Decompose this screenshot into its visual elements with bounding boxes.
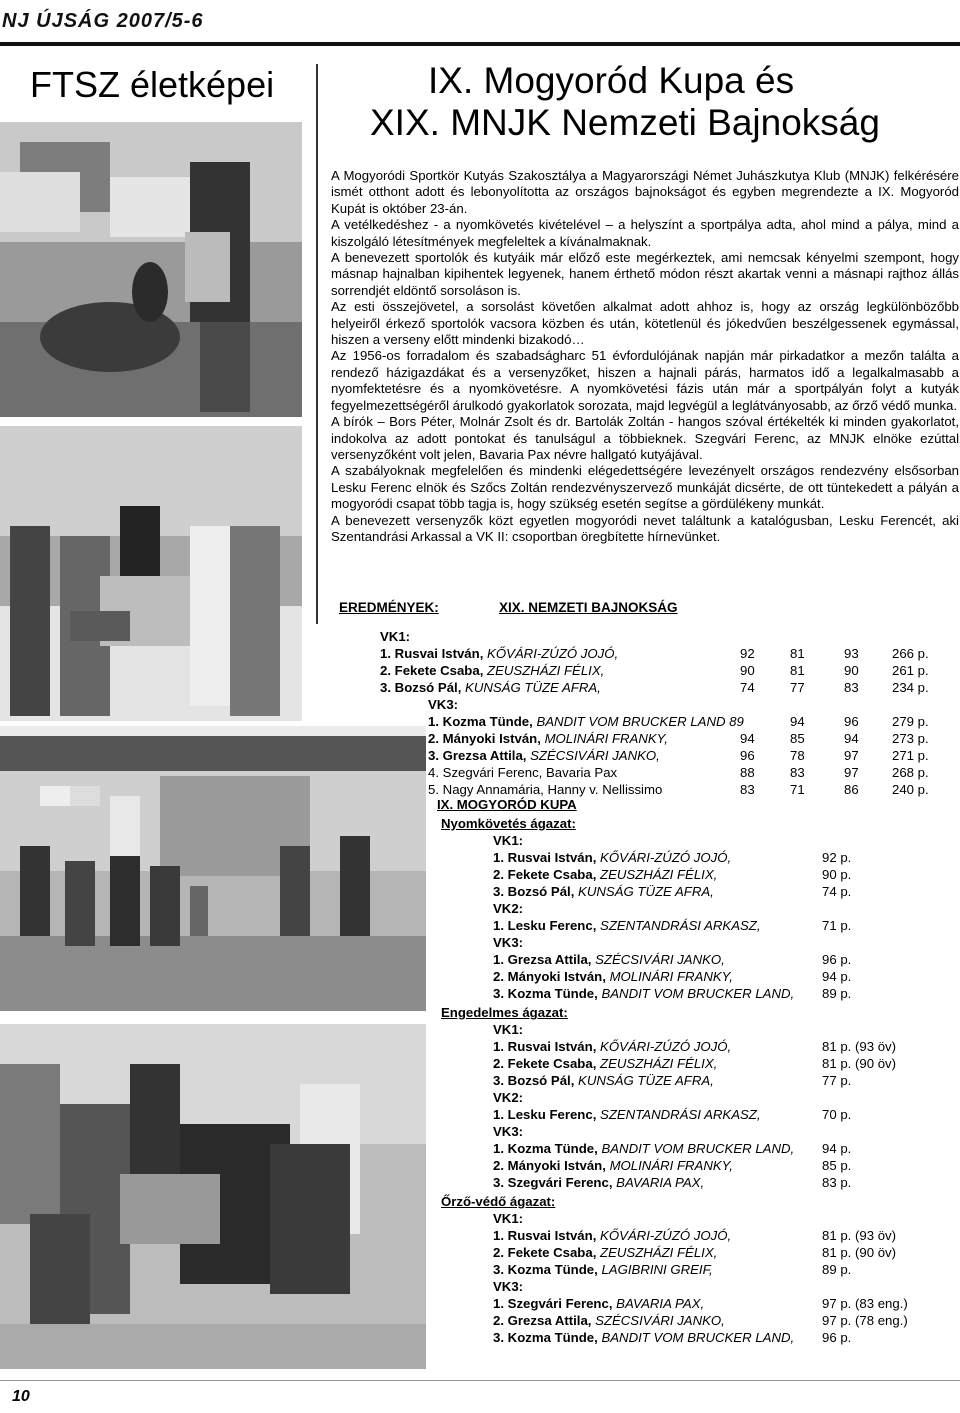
dog-name: BANDIT VOM BRUCKER LAND, (601, 1141, 795, 1156)
competitor-name: Kozma Tünde, (507, 986, 598, 1001)
dog-name: KUNSÁG TÜZE AFRA, (465, 680, 601, 695)
class-label: VK1: (493, 1022, 524, 1037)
dog-name: BANDIT VOM BRUCKER LAND 89 (536, 714, 744, 729)
competitor-name: Rusvai István, (394, 646, 484, 661)
competitor-name: Kozma Tünde, (507, 1262, 598, 1277)
competitor-name: Fekete Csaba, (507, 1056, 597, 1071)
article-paragraph: A bírók – Bors Péter, Molnár Zsolt és dr. Bartolák Zoltán - hangos szóval értékelték ki minden gyakorlatot, indokolva az adott pontokat és tanulságul a többieknek. Szegvári Ferenc, az MNJK elnöke ezúttal versenyzőként volt jelen, Bavaria Pax névre hallgató kutyájával. (331, 414, 959, 462)
score-c: 93 (844, 646, 859, 661)
score-b: 81 (790, 646, 805, 661)
result-row (380, 764, 950, 781)
result-row (437, 1106, 957, 1123)
place: 1. (380, 646, 391, 661)
competitor-name: Fekete Csaba, (507, 1245, 597, 1260)
place: 1. (493, 1228, 504, 1243)
score: 97 p. (78 eng.) (822, 1313, 908, 1328)
competitor-line (493, 951, 725, 968)
competitor-line (380, 662, 604, 679)
article-title-line2: XIX. MNJK Nemzeti Bajnokság (370, 102, 880, 143)
score: 94 p. (822, 969, 852, 984)
competitor-line (493, 1329, 794, 1346)
masthead (0, 0, 960, 48)
result-row (437, 1312, 957, 1329)
competitor-line (493, 1174, 704, 1191)
place: 1. (428, 714, 439, 729)
competitor-name: Grezsa Attila, (507, 952, 592, 967)
dog-name: SZENTANDRÁSI ARKASZ, (600, 918, 761, 933)
competitor-line (428, 764, 617, 781)
competitor-name: Szegvári Ferenc, (507, 1175, 613, 1190)
competitor-name: Bozsó Pál, (394, 680, 462, 695)
score: 89 p. (822, 1262, 852, 1277)
result-row (437, 1227, 957, 1244)
dog-name: KŐVÁRI-ZÚZÓ JOJÓ, (487, 646, 619, 661)
place: 1. (493, 952, 504, 967)
dog-name: KŐVÁRI-ZÚZÓ JOJÓ, (600, 850, 732, 865)
result-row (380, 730, 950, 747)
competitor-name: Mányoki István, (507, 1158, 606, 1173)
dog-name: BANDIT VOM BRUCKER LAND, (601, 1330, 795, 1345)
score: 83 p. (822, 1175, 852, 1190)
score-b: 83 (790, 765, 805, 780)
competitor-name: Kozma Tünde, (507, 1141, 598, 1156)
branch-title: Nyomkövetés ágazat: (441, 816, 576, 831)
place: 3. (493, 1175, 504, 1190)
dog-name: ZEUSZHÁZI FÉLIX, (487, 663, 605, 678)
dog-name: BANDIT VOM BRUCKER LAND, (601, 986, 795, 1001)
competitor-line (493, 1261, 713, 1278)
score-a: 74 (740, 680, 755, 695)
competitor-name: Fekete Csaba, (507, 867, 597, 882)
column-divider (316, 64, 318, 624)
result-row (437, 1072, 957, 1089)
result-row (380, 662, 950, 679)
article-title-line1: IX. Mogyoród Kupa és (428, 60, 795, 101)
score-c: 83 (844, 680, 859, 695)
score-b: 94 (790, 714, 805, 729)
competitor-line (493, 1157, 733, 1174)
competitor-line (493, 1295, 704, 1312)
article-title (370, 60, 940, 144)
dog-name: SZENTANDRÁSI ARKASZ, (600, 1107, 761, 1122)
score-t: 234 p. (892, 680, 929, 695)
dog-name: SZÉCSIVÁRI JANKO, (530, 748, 660, 763)
score: 81 p. (90 öv) (822, 1245, 897, 1260)
competitor-name: Grezsa Attila, (507, 1313, 592, 1328)
dog-name: KUNSÁG TÜZE AFRA, (578, 884, 714, 899)
dog-name: LAGIBRINI GREIF, (601, 1262, 713, 1277)
score-c: 90 (844, 663, 859, 678)
result-row (437, 1174, 957, 1191)
mk-title: IX. MOGYORÓD KUPA (437, 797, 577, 812)
nb-title: XIX. NEMZETI BAJNOKSÁG (499, 600, 678, 615)
dog-name: BAVARIA PAX, (616, 1175, 705, 1190)
competitor-name: Lesku Ferenc, (507, 918, 597, 933)
place: 1. (493, 1039, 504, 1054)
class-label: VK3: (493, 935, 524, 950)
place: 1. (493, 1141, 504, 1156)
score-c: 94 (844, 731, 859, 746)
score-t: 279 p. (892, 714, 929, 729)
article-paragraph: A vetélkedéshez - a nyomkövetés kivételével – a helyszínt a sportpálya adta, ahol mind a pálya, mind a kiszolgáló létesítmények megfeleltek a kívánalmaknak. (331, 217, 959, 249)
score: 81 p. (90 öv) (822, 1056, 897, 1071)
score: 97 p. (83 eng.) (822, 1296, 908, 1311)
result-row (437, 985, 957, 1002)
dog-name: BAVARIA PAX, (616, 1296, 705, 1311)
score-c: 97 (844, 765, 859, 780)
competitor-line (493, 1227, 731, 1244)
vk1-label: VK1: (380, 629, 411, 644)
place: 2. (493, 1158, 504, 1173)
place: 1. (493, 918, 504, 933)
score-a: 96 (740, 748, 755, 763)
place: 1. (493, 1296, 504, 1311)
place: 5. (428, 782, 439, 797)
class-label: VK2: (493, 1090, 524, 1105)
dog-name: SZÉCSIVÁRI JANKO, (595, 952, 725, 967)
place: 2. (493, 1245, 504, 1260)
result-row (437, 1157, 957, 1174)
score-a: 90 (740, 663, 755, 678)
competitor-line (493, 1072, 714, 1089)
score: 77 p. (822, 1073, 852, 1088)
results-header (331, 600, 959, 616)
score: 81 p. (93 öv) (822, 1039, 897, 1054)
competitor-line (493, 1312, 725, 1329)
place: 2. (493, 1056, 504, 1071)
place: 3. (493, 1262, 504, 1277)
score-t: 271 p. (892, 748, 929, 763)
competitor-name: Lesku Ferenc, (507, 1107, 597, 1122)
score: 89 p. (822, 986, 852, 1001)
publication-title: NJ ÚJSÁG 2007/5-6 (2, 10, 204, 32)
dog-name: KUNSÁG TÜZE AFRA, (578, 1073, 714, 1088)
nb-results (380, 628, 950, 798)
competitor-line (428, 747, 660, 764)
dog-name: ZEUSZHÁZI FÉLIX, (600, 1245, 718, 1260)
result-row (437, 1055, 957, 1072)
result-row (437, 883, 957, 900)
result-row (437, 917, 957, 934)
competitor-name: Kozma Tünde, (507, 1330, 598, 1345)
result-row (437, 951, 957, 968)
competitor-line (380, 679, 601, 696)
place: 3. (493, 1330, 504, 1345)
place: 3. (493, 986, 504, 1001)
competitor-line (493, 883, 714, 900)
score-t: 268 p. (892, 765, 929, 780)
competitor-line (493, 1244, 717, 1261)
score: 71 p. (822, 918, 852, 933)
result-row (437, 1329, 957, 1346)
competitor-name: Fekete Csaba, (394, 663, 484, 678)
article-paragraph: Az esti összejövetel, a sorsolást követően alkalmat adott ahhoz is, hogy az ország legkülönbözőbb helyeiről érkező sportolók vacsora közben és után, kötetlenül és jókedvűen beszélgessenek egymással, hiszen a verseny előtt mindenki bizakodó… (331, 299, 959, 348)
competitor-name: Szegvári Ferenc, (507, 1296, 613, 1311)
branch-title: Engedelmes ágazat: (441, 1005, 568, 1020)
place: 2. (493, 1313, 504, 1328)
score: 92 p. (822, 850, 852, 865)
result-row (437, 866, 957, 883)
dog-name: KŐVÁRI-ZÚZÓ JOJÓ, (600, 1039, 732, 1054)
article-paragraph: A benevezett versenyzők közt egyetlen mogyoródi nevet találtunk a katalógusban, Lesku Ferencét, aki Szentandrási Arkassal a VK II: csoportban öregbítette hírnevünket. (331, 512, 959, 544)
competitor-name: Grezsa Attila, (442, 748, 527, 763)
competitor-name: Szegvári Ferenc, Bavaria Pax (442, 765, 618, 780)
place: 3. (493, 884, 504, 899)
place: 1. (493, 1107, 504, 1122)
dog-name: KŐVÁRI-ZÚZÓ JOJÓ, (600, 1228, 732, 1243)
competitor-name: Bozsó Pál, (507, 1073, 575, 1088)
result-row (437, 1140, 957, 1157)
branch-title: Őrző-védő ágazat: (441, 1194, 556, 1209)
result-row (437, 1244, 957, 1261)
place: 1. (493, 850, 504, 865)
article-paragraph: A Mogyoródi Sportkör Kutyás Szakosztálya a Magyarországi Német Juhászkutya Klub (MNJK) felkérésére ismét otthont adott és lebonyolította az országos bajnokságot és egyben megrendezte a IX. Mogyoród Kupát is október 23-án. (331, 168, 959, 216)
score-c: 86 (844, 782, 859, 797)
place: 3. (380, 680, 391, 695)
score-c: 96 (844, 714, 859, 729)
place: 4. (428, 765, 439, 780)
mk-results (437, 796, 957, 1346)
class-label: VK1: (493, 1211, 524, 1226)
result-row (437, 1261, 957, 1278)
result-row (380, 645, 950, 662)
score: 96 p. (822, 952, 852, 967)
score-t: 261 p. (892, 663, 929, 678)
competitor-name: Kozma Tünde, (442, 714, 533, 729)
page-number: 10 (12, 1388, 30, 1405)
dog-name: ZEUSZHÁZI FÉLIX, (600, 1056, 718, 1071)
result-row (437, 1038, 957, 1055)
result-row (437, 968, 957, 985)
competitor-name: Rusvai István, (507, 850, 597, 865)
vk3-label: VK3: (428, 697, 459, 712)
competitor-line (493, 985, 794, 1002)
place: 2. (380, 663, 391, 678)
result-row (380, 713, 950, 730)
dog-name: MOLINÁRI FRANKY, (544, 731, 668, 746)
results-label: EREDMÉNYEK: (339, 600, 439, 615)
competitor-line (493, 917, 761, 934)
competitor-line (493, 1106, 761, 1123)
score: 85 p. (822, 1158, 852, 1173)
place: 2. (493, 969, 504, 984)
photo-ceremony (0, 726, 426, 1011)
competitor-name: Bozsó Pál, (507, 884, 575, 899)
photo-dog-training (0, 122, 302, 417)
score: 96 p. (822, 1330, 852, 1345)
score: 81 p. (93 öv) (822, 1228, 897, 1243)
result-row (380, 679, 950, 696)
article-paragraph: A benevezett sportolók és kutyáik már előző este megérkeztek, ami nemcsak kényelmi szempont, hogy másnap hajnalban kipihentek legyenek, hanem érthető módon részt akartak venni a másnapi rajthoz állás sorrendjét eldöntő sorsoláson is. (331, 250, 959, 298)
place: 3. (493, 1073, 504, 1088)
competitor-line (380, 645, 618, 662)
score-b: 71 (790, 782, 805, 797)
score: 90 p. (822, 867, 852, 882)
masthead-rule (0, 42, 960, 46)
result-row (380, 747, 950, 764)
score-a: 94 (740, 731, 755, 746)
score-a: 83 (740, 782, 755, 797)
score: 70 p. (822, 1107, 852, 1122)
dog-name: ZEUSZHÁZI FÉLIX, (600, 867, 718, 882)
score-a: 92 (740, 646, 755, 661)
score: 74 p. (822, 884, 852, 899)
competitor-line (493, 866, 717, 883)
score: 94 p. (822, 1141, 852, 1156)
score-b: 85 (790, 731, 805, 746)
place: 2. (493, 867, 504, 882)
class-label: VK2: (493, 901, 524, 916)
competitor-name: Rusvai István, (507, 1039, 597, 1054)
class-label: VK3: (493, 1124, 524, 1139)
competitor-line (428, 730, 668, 747)
score-t: 273 p. (892, 731, 929, 746)
photo-crowd-with-dog (0, 1024, 426, 1369)
class-label: VK3: (493, 1279, 524, 1294)
competitor-line (493, 1055, 717, 1072)
competitor-name: Mányoki István, (507, 969, 606, 984)
competitor-line (493, 1038, 731, 1055)
score-b: 78 (790, 748, 805, 763)
photo-trophies (0, 426, 302, 721)
article-paragraph: A szabályoknak megfelelően és mindenki elégedettségére levezényelt országos rendezvény elsősorban Lesku Ferenc elnök és Szőcs Zoltán rendezvényszervező munkáját dicsérte, de ott tüntekedett a pályán a mogyoródi csapat több tagja is, hogy szükség esetén segítse a gördülékeny munkát. (331, 463, 959, 512)
dog-name: SZÉCSIVÁRI JANKO, (595, 1313, 725, 1328)
competitor-line (493, 849, 731, 866)
footer-rule (0, 1380, 960, 1381)
score-a: 88 (740, 765, 755, 780)
competitor-name: Mányoki István, (442, 731, 541, 746)
score-t: 240 p. (892, 782, 929, 797)
class-label: VK1: (493, 833, 524, 848)
place: 3. (428, 748, 439, 763)
score-b: 81 (790, 663, 805, 678)
result-row (437, 849, 957, 866)
competitor-name: Rusvai István, (507, 1228, 597, 1243)
competitor-line (428, 713, 744, 730)
score-c: 97 (844, 748, 859, 763)
section-title: FTSZ életképei (30, 64, 275, 105)
score-b: 77 (790, 680, 805, 695)
competitor-line (493, 968, 733, 985)
article-body (331, 168, 959, 545)
competitor-name: Nagy Annamária, Hanny v. Nellissimo (442, 782, 663, 797)
result-row (437, 1295, 957, 1312)
place: 2. (428, 731, 439, 746)
dog-name: MOLINÁRI FRANKY, (609, 969, 733, 984)
dog-name: MOLINÁRI FRANKY, (609, 1158, 733, 1173)
competitor-line (493, 1140, 794, 1157)
score-t: 266 p. (892, 646, 929, 661)
article-paragraph: Az 1956-os forradalom és szabadságharc 51 évfordulójának napján már pirkadatkor a mezőn találta a rendező házigazdákat és a versenyzőket, hiszen a hajnali párás, harmatos idő a legalkalmasabb a nyomfektetésre és a nyomkövetésre. A nyomkövetési fázis után már a sportpályán folyt a kutyák fegyelmezettségéről árulkodó gyakorlatok sorozata, majd legvégül a leglátványosabb, az őrző védő munka. (331, 348, 959, 413)
